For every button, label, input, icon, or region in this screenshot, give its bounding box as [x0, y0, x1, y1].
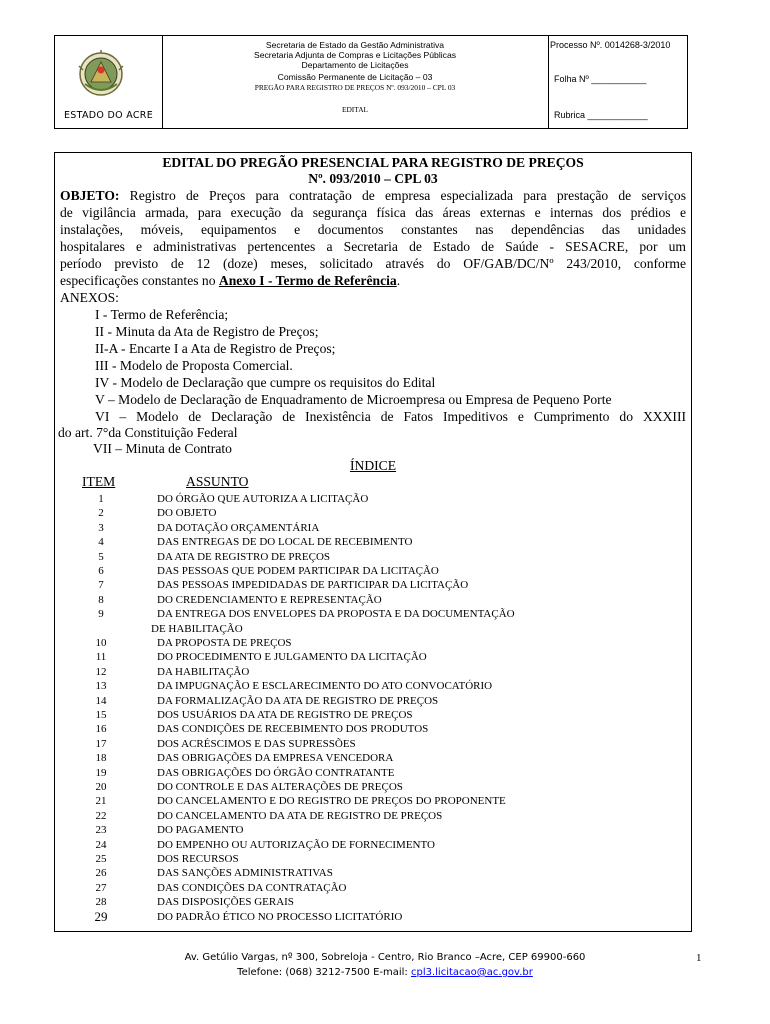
indice-title: ÍNDICE	[349, 458, 397, 473]
index-item-number: 25	[95, 853, 107, 865]
page-number: 1	[696, 952, 702, 964]
index-item-number: 16	[95, 723, 107, 736]
index-item-number: 29	[94, 908, 108, 924]
index-item-subject: DO CANCELAMENTO E DO REGISTRO DE PREÇOS DO PROPONENTE	[157, 795, 506, 808]
document-header	[54, 35, 688, 129]
index-item-number: 3	[98, 521, 104, 534]
index-item-number: 22	[95, 809, 107, 822]
edital-number: Nº. 093/2010 – CPL 03	[308, 171, 438, 186]
index-item-subject: DA HABILITAÇÃO	[157, 665, 250, 678]
index-item-subject: DO PAGAMENTO	[157, 824, 244, 837]
index-item-number: 28	[95, 896, 107, 909]
process-number: Processo Nº. 0014268-3/2010	[550, 40, 671, 50]
objeto-label: OBJETO:	[60, 188, 120, 203]
index-item-number: 26	[95, 867, 107, 880]
anexo-item: III - Modelo de Proposta Comercial.	[95, 358, 293, 373]
index-item-number: 19	[95, 766, 107, 779]
index-item-number: 12	[95, 665, 107, 678]
index-item-number: 2	[98, 507, 104, 520]
index-item-subject: DAS CONDIÇÕES DA CONTRATAÇÃO	[157, 881, 347, 894]
index-item-subject: DAS DISPOSIÇÕES GERAIS	[157, 896, 294, 909]
header-edital-label: EDITAL	[341, 105, 369, 114]
header-logo-cell	[55, 36, 163, 128]
header-secretaria-adjunta: Secretaria Adjunta de Compras e Licitações Públicas	[253, 50, 457, 60]
edital-title: EDITAL DO PREGÃO PRESENCIAL PARA REGISTRO DE PREÇOS	[162, 155, 584, 170]
index-item-number: 9	[98, 608, 104, 621]
index-item-number: 21	[95, 795, 107, 808]
header-pregao-line: PREGÃO PARA REGISTRO DE PREÇOS Nº. 093/2010 – CPL 03	[254, 83, 456, 92]
email-link[interactable]: cpl3.licitacao@ac.gov.br	[410, 967, 533, 978]
header-comissao: Comissão Permanente de Licitação – 03	[277, 72, 433, 82]
index-item-subject: DA IMPUGNAÇÃO E ESCLARECIMENTO DO ATO CONVOCATÓRIO	[157, 680, 493, 693]
state-label: ESTADO DO ACRE	[64, 110, 153, 121]
index-item-subject: DAS ENTREGAS DE DO LOCAL DE RECEBIMENTO	[157, 536, 413, 549]
index-item-number: 6	[98, 565, 104, 577]
index-item-number: 18	[95, 752, 107, 765]
rubrica-field: Rubrica ____________	[554, 110, 648, 120]
index-item-subject: DO EMPENHO OU AUTORIZAÇÃO DE FORNECIMENTO	[157, 838, 435, 851]
footer-contact: Telefone: (068) 3212-7500 E-mail: cpl3.licitacao@ac.gov.br	[237, 967, 533, 978]
index-item-number: 11	[95, 651, 107, 664]
anexos-label: ANEXOS:	[60, 290, 119, 305]
index-item-subject: DA ATA DE REGISTRO DE PREÇOS	[157, 550, 331, 563]
index-item-subject: DAS SANÇÕES ADMINISTRATIVAS	[157, 867, 333, 880]
objeto-line-2: de vigilância armada, para execução da segurança física das áreas externas e internas dos prédios e	[60, 205, 686, 220]
index-item-number: 7	[98, 579, 104, 592]
anexo-item: V – Modelo de Declaração de Enquadramento de Microempresa ou Empresa de Pequeno Porte	[95, 392, 612, 407]
index-item-subject: DAS OBRIGAÇÕES DA EMPRESA VENCEDORA	[157, 752, 394, 765]
index-item-number: 17	[95, 737, 107, 750]
objeto-line-5: período previsto de 12 (doze) meses, solicitado através do OF/GAB/DC/Nº 243/2010, conforme	[60, 256, 686, 271]
index-item-number: 13	[95, 680, 107, 693]
index-item-number: 1	[98, 493, 104, 505]
anexo-item: IV - Modelo de Declaração que cumpre os requisitos do Edital	[95, 375, 436, 390]
index-item-number: 14	[95, 694, 107, 707]
index-item-subject: DO PROCEDIMENTO E JULGAMENTO DA LICITAÇÃO	[157, 651, 427, 664]
index-item-subject: DO PADRÃO ÉTICO NO PROCESSO LICITATÓRIO	[157, 910, 403, 923]
folha-field: Folha Nº ___________	[554, 74, 647, 84]
objeto-line-1: OBJETO: Registro de Preços para contratação de empresa especializada para prestação de serviços	[60, 188, 686, 203]
header-process-cell	[548, 36, 687, 128]
objeto-line-3: instalações, móveis, equipamentos e documentos constantes nas dependências das unidades	[60, 222, 686, 237]
index-item-subject: DA DOTAÇÃO ORÇAMENTÁRIA	[157, 521, 320, 534]
acre-coat-of-arms-icon	[77, 50, 125, 98]
anexo-item: I - Termo de Referência;	[95, 307, 229, 322]
index-item-subject: DO CONTROLE E DAS ALTERAÇÕES DE PREÇOS	[157, 781, 403, 793]
index-item-number: 20	[95, 781, 107, 793]
index-item-number: 27	[95, 881, 107, 894]
index-item-subject: DOS RECURSOS	[157, 853, 239, 865]
edital-content-box	[54, 152, 692, 932]
index-item-number: 10	[95, 637, 107, 649]
index-item-subject: DOS USUÁRIOS DA ATA DE REGISTRO DE PREÇOS	[157, 709, 413, 721]
footer-address: Av. Getúlio Vargas, nº 300, Sobreloja - Centro, Rio Branco –Acre, CEP 69900-660	[184, 952, 586, 963]
index-item-subject: DO OBJETO	[157, 507, 217, 520]
index-item-subject: DAS PESSOAS IMPEDIDADAS DE PARTICIPAR DA LICITAÇÃO	[157, 579, 469, 592]
objeto-line-6: especificações constantes no Anexo I - Termo de Referência.	[60, 273, 401, 288]
header-secretaria: Secretaria de Estado da Gestão Administrativa	[265, 40, 445, 50]
index-item-subject: DA FORMALIZAÇÃO DA ATA DE REGISTRO DE PREÇOS	[157, 694, 439, 707]
anexo-item: VII – Minuta de Contrato	[93, 441, 232, 456]
index-item-subject: DAS OBRIGAÇÕES DO ÓRGÃO CONTRATANTE	[157, 766, 395, 779]
index-item-subject: DA PROPOSTA DE PREÇOS	[157, 637, 292, 649]
index-item-subject: DO CREDENCIAMENTO E REPRESENTAÇÃO	[157, 593, 382, 606]
index-item-number: 23	[95, 824, 107, 837]
index-item-subject: DO CANCELAMENTO DA ATA DE REGISTRO DE PREÇOS	[157, 809, 443, 822]
objeto-line-4: hospitalares e administrativas pertencentes a Secretaria de Estado de Saúde - SESACRE, por um	[60, 239, 686, 254]
col-item-header: ITEM	[82, 474, 116, 489]
anexo-item: II-A - Encarte I a Ata de Registro de Preços;	[95, 341, 336, 356]
index-item-number: 4	[98, 536, 104, 549]
index-item-subject: DAS CONDIÇÕES DE RECEBIMENTO DOS PRODUTOS	[157, 723, 429, 736]
index-item-number: 15	[95, 709, 107, 721]
index-item-subject: DE HABILITAÇÃO	[151, 622, 243, 635]
index-item-subject: DA ENTREGA DOS ENVELOPES DA PROPOSTA E DA DOCUMENTAÇÃO	[157, 608, 515, 621]
index-item-number: 24	[95, 838, 107, 851]
index-item-number: 5	[98, 550, 104, 563]
anexo-item: VI – Modelo de Declaração de Inexistência de Fatos Impeditivos e Cumprimento do XXXIII	[95, 409, 686, 424]
index-item-number: 8	[98, 593, 104, 606]
anexo-item-continuation: do art. 7°da Constituição Federal	[58, 425, 238, 440]
index-item-subject: DAS PESSOAS QUE PODEM PARTICIPAR DA LICITAÇÃO	[157, 565, 439, 577]
index-item-subject: DO ÓRGÃO QUE AUTORIZA A LICITAÇÃO	[157, 493, 369, 505]
anexo-i-reference: Anexo I - Termo de Referência	[218, 273, 397, 288]
header-departamento: Departamento de Licitações	[301, 60, 409, 70]
header-info-cell	[162, 36, 549, 128]
anexo-item: II - Minuta da Ata de Registro de Preços;	[95, 324, 319, 339]
index-item-subject: DOS ACRÉSCIMOS E DAS SUPRESSÕES	[157, 737, 356, 750]
col-assunto-header: ASSUNTO	[186, 474, 249, 489]
